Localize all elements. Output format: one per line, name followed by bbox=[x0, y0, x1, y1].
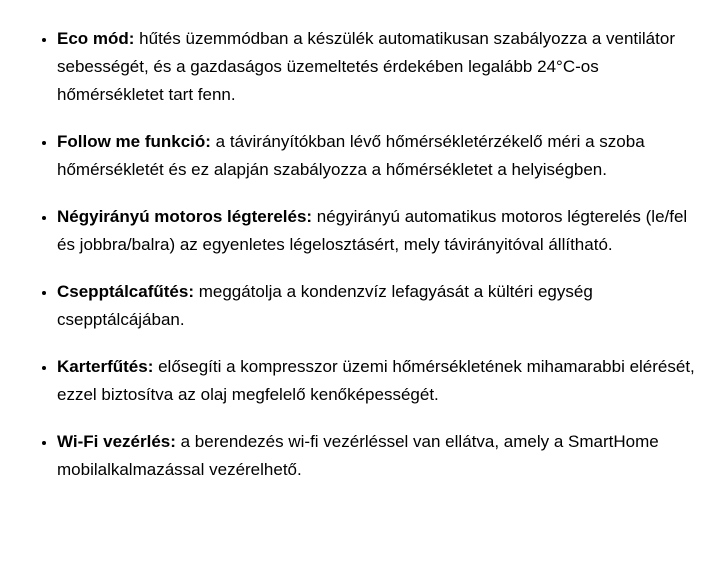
feature-term: Csepptálcafűtés: bbox=[57, 282, 194, 301]
feature-description: a berendezés wi-fi vezérléssel van ellátva, amely a SmartHome mobilalkalmazással vezérelhető. bbox=[57, 432, 659, 479]
feature-description: négyirányú automatikus motoros légterelés (le/fel és jobbra/balra) az egyenletes légelosztásért, mely távirányitóval állítható. bbox=[57, 207, 688, 254]
feature-description: meggátolja a kondenzvíz lefagyását a kültéri egység csepptálcájában. bbox=[57, 282, 593, 329]
list-item-four-way-louver bbox=[57, 203, 700, 259]
list-item-crankcase-heating bbox=[57, 353, 700, 409]
feature-description: a távirányítókban lévő hőmérsékletérzékelő méri a szoba hőmérsékletét és ez alapján szabályozza a hőmérsékletet a helyiségben. bbox=[57, 132, 645, 179]
feature-term: Négyirányú motoros légterelés: bbox=[57, 207, 313, 226]
feature-description: elősegíti a kompresszor üzemi hőmérsékletének mihamarabbi elérését, ezzel biztosítva az olaj megfelelő kenőképességét. bbox=[57, 357, 695, 404]
list-item-drip-tray-heating bbox=[57, 278, 700, 334]
feature-term: Wi-Fi vezérlés: bbox=[57, 432, 176, 451]
list-item-wifi-control bbox=[57, 428, 700, 484]
feature-description: hűtés üzemmódban a készülék automatikusan szabályozza a ventilátor sebességét, és a gazdaságos üzemeltetés érdekében legalább 24°C-os hőmérsékletet tart fenn. bbox=[57, 29, 675, 104]
feature-term: Eco mód: bbox=[57, 29, 135, 48]
list-item-follow-me bbox=[57, 128, 700, 184]
feature-term: Karterfűtés: bbox=[57, 357, 154, 376]
feature-term: Follow me funkció: bbox=[57, 132, 211, 151]
list-item-eco-mode bbox=[57, 25, 700, 109]
